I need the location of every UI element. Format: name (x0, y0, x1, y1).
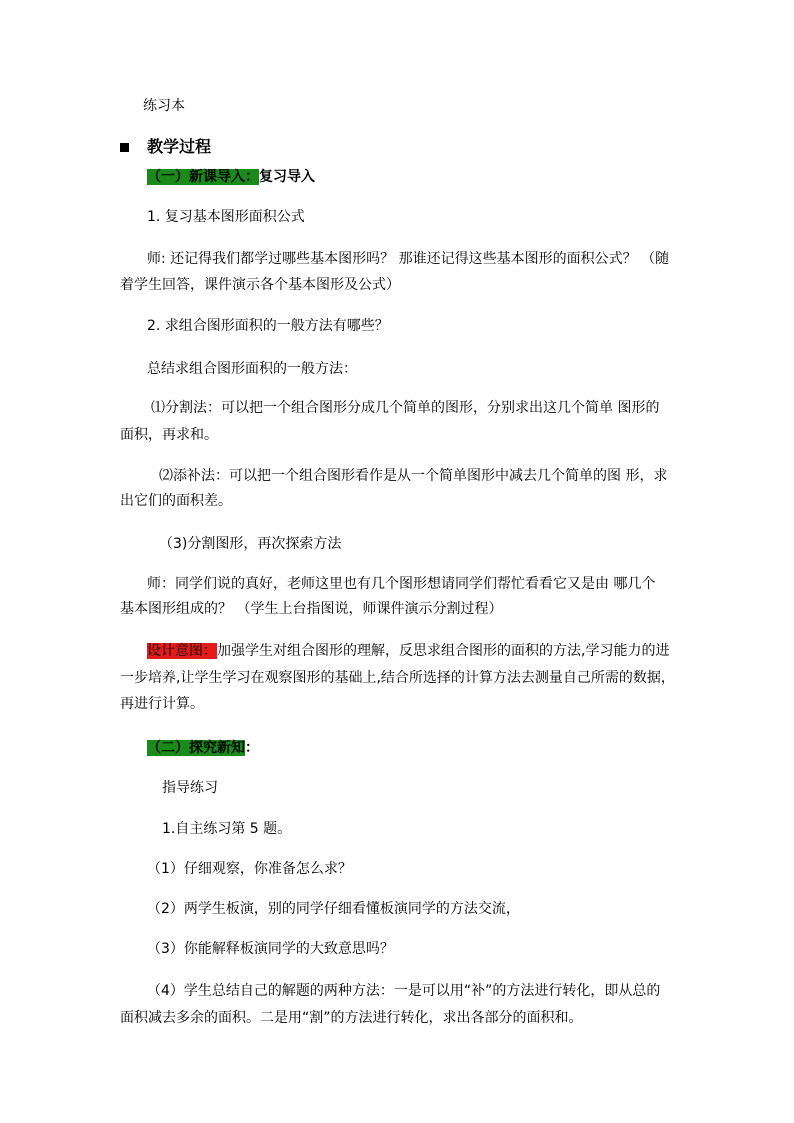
teacher1-line1: 师: 还记得我们都学过哪些基本图形吗？ 那谁还记得这些基本图形的面积公式？ （随 (147, 251, 670, 267)
method2-line2: 出它们的面积差。 (120, 493, 232, 509)
design-line3: 再进行计算。 (120, 696, 204, 712)
summary: 总结求组合图形面积的一般方法： (147, 361, 357, 377)
method2-line1: ⑵添补法：可以把一个组合图形看作是从一个简单图形中减去几个简单的图 形，求 (159, 468, 668, 484)
item2: 2. 求组合图形面积的一般方法有哪些？ (147, 318, 389, 334)
design-line2: 一步培养,让学生学习在观察图形的基础上,结合所选择的计算方法去测量自己所需的数据， (120, 670, 675, 686)
teacher2-line1: 师：同学们说的真好，老师这里也有几个图形想请同学们帮忙看看它又是由 哪几个 (147, 576, 656, 592)
step4-line2: 面积减去多余的面积。二是用“割”的方法进行转化，求出各部分的面积和。 (120, 1010, 583, 1026)
part1-label: （一）新课导入： (147, 169, 259, 185)
part1-rest: 复习导入 (259, 169, 315, 185)
top-note: 练习本 (143, 98, 185, 114)
step2: （2）两学生板演，别的同学仔细看懂板演同学的方法交流， (147, 901, 520, 917)
step3: （3）你能解释板演同学的大致意思吗？ (147, 941, 394, 957)
square-bullet-icon (120, 143, 129, 152)
design-text: 加强学生对组合图形的理解，反思求组合图形的面积的方法,学习能力的进 (217, 643, 670, 659)
step1: （1）仔细观察，你准备怎么求？ (147, 861, 352, 877)
method1-line2: 面积，再求和。 (120, 427, 218, 443)
part1-heading (147, 167, 315, 187)
section-title: 教学过程 (147, 137, 212, 156)
part2-label: （二）探究新知 (147, 740, 245, 756)
step4-line1: （4）学生总结自己的解题的两种方法：一是可以用“补”的方法进行转化，即从总的 (147, 983, 661, 999)
teacher2-line2: 基本图形组成的？ （学生上台指图说，师课件演示分割过程） (120, 601, 503, 617)
teacher1-line2: 着学生回答，课件演示各个基本图形及公式） (120, 277, 400, 293)
method1-line1: ⑴分割法：可以把一个组合图形分成几个简单的图形，分别求出这几个简单 图形的 (151, 400, 660, 416)
guide: 指导练习 (162, 780, 218, 796)
part2-rest: ： (245, 740, 259, 756)
item1: 1. 复习基本图形面积公式 (147, 209, 305, 225)
part2-heading (147, 738, 259, 758)
design-line1 (147, 641, 669, 661)
exercise: 1.自主练习第 5 题。 (162, 821, 292, 837)
method3: （3)分割图形，再次探索方法 (159, 536, 342, 552)
design-label: 设计意图： (147, 643, 217, 659)
